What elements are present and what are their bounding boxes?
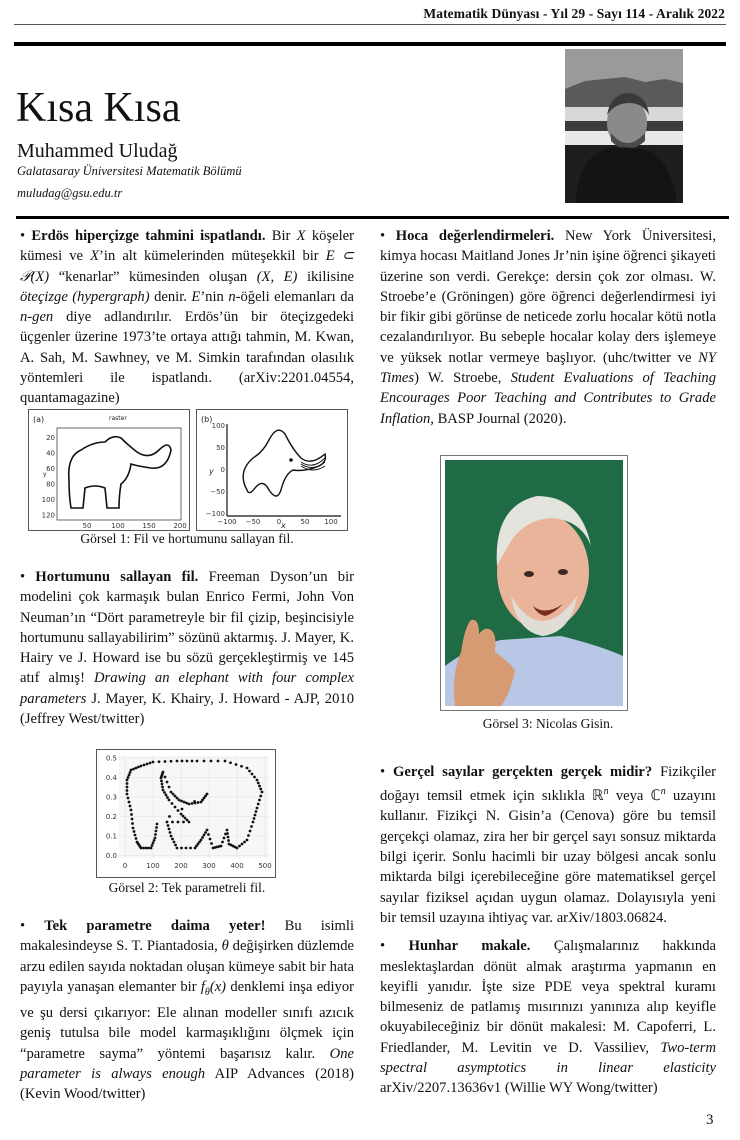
elephant-dot [171, 802, 174, 805]
figure-1b [196, 409, 348, 531]
elephant-dot [152, 761, 155, 764]
elephant-dot [126, 789, 129, 792]
elephant-dot [128, 801, 131, 804]
elephant-dot [186, 760, 189, 763]
elephant-dot [154, 833, 157, 836]
elephant-dot [197, 801, 200, 804]
panel-a-ytick: 80 [46, 480, 55, 489]
elephant-dot [177, 809, 180, 812]
elephant-dot [170, 760, 173, 763]
elephant-dot [155, 826, 158, 829]
elephant-dot [203, 834, 206, 837]
math-superscript: n [660, 786, 666, 798]
elephant-dot [161, 783, 164, 786]
elephant-dot [126, 793, 129, 796]
elephant-outline [69, 437, 171, 508]
bullet: • [20, 918, 26, 934]
panel-b-ytick: −50 [210, 488, 225, 496]
article-hunhar [380, 936, 716, 1098]
elephant-dot [156, 823, 159, 826]
bullet: • [20, 228, 26, 244]
elephant-dot [191, 802, 194, 805]
figure-2-ytick: 0.4 [105, 774, 117, 782]
math: E [191, 288, 201, 305]
elephant-dot [206, 829, 209, 832]
wiggling-elephant-curve [243, 430, 325, 496]
elephant-dot [188, 803, 191, 806]
figure-2-xtick: 300 [202, 862, 216, 870]
elephant-dot [227, 839, 230, 842]
author-name: Muhammed Uludağ [17, 140, 178, 162]
elephant-dot [223, 837, 226, 840]
text: diye adlandırılır. Erdös’ün bir öteçizgedeki üçgenler üzerine 1973’te ortaya attığı tahmin, M. Kwan, A. Sah, M. Sawhney, ve M. Simkin tarafından olasılık yöntemleri ile ispatlandı. (arXiv:2201.04554, quantamagazine) [20, 309, 354, 407]
panel-a-xtick: 50 [82, 522, 92, 530]
elephant-dot [168, 799, 171, 802]
bullet: • [380, 228, 386, 244]
elephant-dot [168, 815, 171, 818]
elephant-dot [169, 831, 172, 834]
elephant-dot [173, 841, 176, 844]
elephant-dot [155, 830, 158, 833]
left-column-3 [20, 916, 354, 1105]
panel-a-xtick: 100 [111, 522, 125, 530]
text: denklemi inşa ediyor ve şu dersi çıkarıyor: Ele alınan modeller sınıfı azıcık geniş tutulsa bile model karmaşıklığını ölçmek için “parametre sayma” yöntemi başarısız kalır. [20, 978, 354, 1062]
panel-b-ytick: 100 [211, 422, 225, 430]
text: Çalışmalarınız hakkında meslektaşlardan dönüt almak araştırma yapmanın en keyifli yanıdır. İşte size PDE veya spektral kuramı bilmeseniz de patlamış mısırınızı yanınıza alıp keyifle okuyabileceğiniz bir dönüt makalesi: M. Capoferri, L. Friedlander, M. Levitin ve D. Vassiliev, [380, 938, 716, 1056]
italic-term: n-gen [20, 309, 54, 326]
elephant-dot [261, 791, 264, 794]
elephant-dot [207, 833, 210, 836]
elephant-dot [134, 834, 137, 837]
text: BASP Journal (2020). [433, 410, 567, 427]
math-superscript: n [603, 786, 609, 798]
elephant-dot [251, 773, 254, 776]
elephant-dot [180, 813, 183, 816]
text: Bu isimli makalesindeyse S. T. Piantadosia, [20, 918, 355, 955]
elephant-dot [161, 786, 164, 789]
elephant-dot [166, 796, 169, 799]
left-column [20, 226, 354, 409]
page-title: Kısa Kısa [16, 85, 181, 131]
elephant-dot [241, 843, 244, 846]
math: (x) [209, 978, 227, 995]
text: veya [608, 788, 651, 805]
figure-2-xtick: 100 [146, 862, 160, 870]
italic-term: öteçizge (hypergraph) [20, 288, 150, 305]
elephant-dot [128, 774, 131, 777]
elephant-dot [212, 847, 215, 850]
elephant-dot [182, 815, 185, 818]
elephant-dot [228, 843, 231, 846]
elephant-dot [153, 839, 156, 842]
elephant-dot [221, 841, 224, 844]
elephant-dot [259, 788, 262, 791]
figure-3 [440, 455, 628, 711]
elephant-dot [209, 838, 212, 841]
paper-title: Drawing an elephant with four complex parameters [20, 670, 354, 707]
elephant-dot [224, 833, 227, 836]
elephant-dot [165, 794, 168, 797]
bullet: • [20, 569, 26, 585]
panel-b-ytick: 50 [216, 444, 225, 452]
elephant-dot [185, 847, 188, 850]
elephant-dot [163, 791, 166, 794]
panel-b-xtick: 100 [324, 518, 338, 526]
panel-b-ytick: 0 [220, 466, 225, 474]
figure-2-xtick: 200 [174, 862, 188, 870]
figure-2-ytick: 0.1 [105, 832, 117, 841]
article-heading: Gerçel sayılar gerçekten gerçek midir? [393, 764, 653, 780]
elephant-dot [184, 817, 187, 820]
elephant-dot [171, 838, 174, 841]
elephant-dot [193, 800, 196, 803]
elephant-dot [150, 847, 153, 850]
elephant-dot [188, 821, 191, 824]
text: -öğeli elemanları da [235, 288, 354, 305]
elephant-dot [249, 830, 252, 833]
panel-a-ytick: 20 [46, 434, 55, 442]
elephant-dot [229, 761, 232, 764]
elephant-dot [196, 760, 199, 763]
elephant-dot [253, 817, 256, 820]
article-gercel [380, 762, 716, 928]
article-hortum [20, 567, 354, 729]
math: n [228, 288, 236, 305]
article-erdos [20, 226, 354, 409]
figure-2-xtick: 500 [258, 862, 272, 870]
figure-1-caption: Görsel 1: Fil ve hortumunu sallayan fil. [80, 531, 294, 546]
elephant-dot [126, 782, 129, 785]
right-column-2 [380, 762, 716, 1099]
elephant-dot [154, 837, 157, 840]
author-affiliation: Galatasaray Üniversitesi Matematik Bölümü [17, 164, 242, 178]
math-subscript: θ [204, 986, 210, 998]
math: (X, E) [256, 268, 298, 285]
article-hoca [380, 226, 716, 429]
elephant-dot [246, 767, 249, 770]
elephant-dot [210, 760, 213, 763]
elephant-dot [182, 821, 185, 824]
elephant-dot [164, 760, 167, 763]
panel-b-label: (b) [201, 415, 213, 424]
gisin-photo [441, 456, 627, 710]
math: ℂ [650, 788, 661, 805]
elephant-dot [177, 821, 180, 824]
elephant-dot [164, 776, 167, 779]
elephant-dot [255, 810, 258, 813]
elephant-dot [180, 847, 183, 850]
figure-2-xtick: 400 [230, 862, 244, 870]
elephant-dot [227, 836, 230, 839]
text: J. Mayer, K. Khairy, J. Howard - AJP, 2010 (Jeffrey West/twitter) [20, 690, 354, 728]
elephant-dot [217, 760, 220, 763]
bullet: • [380, 938, 386, 955]
paper-title: Student Evaluations of Teaching Encourages Poor Teaching and Contributes to Grade Inflation, [380, 370, 716, 427]
elephant-dot [191, 760, 194, 763]
math: f [200, 978, 205, 995]
article-heading: Hortumunu sallayan fil. [35, 569, 199, 585]
math: X [296, 228, 306, 244]
elephant-dot [126, 779, 129, 782]
panel-b-ytick: −100 [205, 510, 225, 518]
paper-title: Two-term spectral asymptotics in linear elasticity [380, 1039, 716, 1077]
math: X [90, 248, 100, 265]
elephant-dot [158, 760, 161, 763]
panel-a-ylabel: y [43, 471, 47, 478]
text: New York Üniversitesi, kimya hocası Maitland Jones Jr’nin işine öğrenci şikayeti üzerine son verdi. Gerekçe: dersin çok zor olması. W. Stroebe’e (Gröningen) göre öğrenci değerlendirmesi iyi bir fikir gibi görünse de neticede zorlu hocalar kötü notla cezalandırılıyor. Bu sebeple hocalar kolay ders işlemeye ve yüksek notlar vermeye başlıyor. (uhc/twitter ve [380, 228, 716, 366]
elephant-dot [174, 844, 177, 847]
paper-title: One parameter is always enough [20, 1045, 354, 1082]
elephant-dot [247, 834, 250, 837]
left-column-2 [20, 567, 354, 729]
panel-a-xtick: 150 [142, 522, 156, 530]
text: değişirken düzlemde arzu edilen sayıda noktadan oluşan kümeye sabit bir hata payıyla yanaşan elemanter bir [20, 938, 354, 995]
elephant-dot [146, 763, 149, 766]
title-top-rule [14, 42, 726, 46]
elephant-dot [204, 831, 207, 834]
article-heading: Erdös hiperçizge tahmini ispatlandı. [31, 228, 266, 244]
elephant-dot [253, 776, 256, 779]
elephant-dot [203, 760, 206, 763]
elephant-dot [235, 763, 238, 766]
elephant-dot [254, 814, 257, 817]
panel-b-xtick: 50 [300, 518, 310, 526]
article-heading: Hunhar makale. [408, 938, 531, 955]
elephant-dot [257, 782, 260, 785]
elephant-dot [226, 829, 229, 832]
elephant-dot [131, 822, 134, 825]
elephant-dot [257, 803, 260, 806]
elephant-dot [210, 842, 213, 845]
article-heading: Tek parametre daima yeter! [44, 918, 266, 934]
elephant-dot [130, 813, 133, 816]
elephant-dot [162, 771, 165, 774]
text: arXiv/2207.13636v1 (Willie WY Wong/twitter) [380, 1080, 658, 1097]
panel-b-xlabel: x [281, 521, 286, 530]
elephant-dot [172, 793, 175, 796]
text: ) W. Stroebe, [414, 370, 511, 387]
text: köşeler kümesi ve [20, 228, 355, 265]
elephant-dot [185, 802, 188, 805]
elephant-dot [168, 828, 171, 831]
panel-a-label: (a) [33, 415, 45, 424]
text: denir. [149, 288, 192, 305]
figure-1a [28, 409, 190, 531]
elephant-dot [166, 781, 169, 784]
text: Freeman Dyson’un bir modelini çok karmaşık bulan Enrico Fermi, John Von Neuman’ın “Dört parametreyle bir fil çizip, beşincisiyle hortumunu sallayabilirim” sözünü aktarmış. J. Mayer, K. Hairy ve J. Howard ise bu sözü gerçekleştirmiş ve 145 atıf almış! [20, 569, 354, 687]
elephant-dot [160, 780, 163, 783]
text: Fizikçiler doğayı temsil etmek için sıklıkla [380, 764, 716, 805]
right-column [380, 226, 716, 429]
elephant-dot [126, 786, 129, 789]
elephant-dot [174, 795, 177, 798]
elephant-dot [135, 837, 138, 840]
bullet: • [380, 764, 386, 780]
elephant-dot [201, 836, 204, 839]
text: ’in alt kümelerinden müteşekkil bir [99, 248, 326, 265]
elephant-dot [248, 770, 251, 773]
article-tek [20, 916, 354, 1105]
elephant-dot [240, 765, 243, 768]
title-bottom-rule [16, 216, 729, 219]
elephant-dot [140, 765, 143, 768]
elephant-dot [181, 760, 184, 763]
text: ’nin [200, 288, 229, 305]
elephant-dot [131, 818, 134, 821]
elephant-dot [224, 760, 227, 763]
elephant-dot [142, 847, 145, 850]
elephant-dot [133, 830, 136, 833]
elephant-dot [250, 825, 253, 828]
panel-a-ytick: 40 [46, 449, 55, 458]
italic-term: NY Times [380, 349, 716, 387]
author-photo [565, 49, 683, 203]
figure-2-xtick: 0 [122, 862, 128, 870]
text: uzayını kullanır. Fizikçi N. Gisin’a (Cenova) göre bu temsil gerçekçi olamaz, zira her bir gerçel sayı sonsuz miktarda bilgi içerir. Sonlu hacimli bir uzay bölgesi ancak sonlu miktarda bilgi içerebileceğine göre matematiksel gerçel sayılar fiziksel açıdan uygun olamaz. Dolayısıyla yeni bir temsil uzayına ihtiyaç var. arXiv/1803.06824. [380, 788, 716, 926]
elephant-dot [180, 800, 183, 803]
text: Bir [265, 228, 297, 244]
elephant-dot [243, 841, 246, 844]
figure-2-ytick: 0.0 [105, 852, 117, 860]
panel-b-ylabel: y [209, 467, 214, 476]
elephant-dot [252, 821, 255, 824]
text: ikilisine [297, 268, 354, 285]
article-heading: Hoca değerlendirmeleri. [395, 228, 555, 244]
running-head: Matematik Dünyası - Yıl 29 - Sayı 114 - Aralık 2022 [423, 6, 725, 21]
elephant-dot [145, 847, 148, 850]
elephant-dot [132, 768, 135, 771]
figure-3-caption: Görsel 3: Nicolas Gisin. [482, 716, 614, 731]
elephant-dot [147, 847, 150, 850]
panel-a-ytick: 100 [41, 496, 55, 504]
panel-b-xtick: −50 [245, 518, 261, 526]
elephant-dot [183, 801, 186, 804]
math: E ⊂ 𝒫(X) [20, 248, 354, 285]
panel-b-xtick: 0 [276, 518, 282, 526]
elephant-dot [256, 779, 259, 782]
figure-2-ytick: 0.5 [105, 754, 117, 763]
elephant-dot [186, 819, 189, 822]
elephant-dot [170, 835, 173, 838]
elephant-dot [127, 797, 130, 800]
page-number: 3 [706, 1112, 714, 1128]
elephant-dot [246, 839, 249, 842]
elephant-dot [137, 766, 140, 769]
elephant-dot [256, 807, 259, 810]
elephant-dot [152, 842, 155, 845]
elephant-dot [189, 847, 192, 850]
elephant-dot [176, 847, 179, 850]
figure-2-caption: Görsel 2: Tek parametreli fil. [108, 880, 266, 895]
elephant-dot [129, 771, 132, 774]
header-rule [14, 24, 726, 25]
elephant-dot [129, 805, 132, 808]
author-email: muludag@gsu.edu.tr [17, 186, 123, 200]
elephant-dot [181, 808, 184, 811]
elephant-dot [130, 769, 133, 772]
elephant-dot [162, 789, 165, 792]
elephant-dot [174, 806, 177, 809]
panel-b-xtick: −100 [217, 518, 237, 526]
panel-a-ytick: 60 [46, 465, 55, 473]
figure-2-ytick: 0.2 [105, 813, 117, 821]
panel-a-xtick: 200 [173, 522, 187, 530]
panel-a-title: raster [109, 415, 127, 422]
elephant-dot [132, 827, 135, 830]
math: θ [221, 938, 229, 955]
elephant-dot [176, 760, 179, 763]
elephant-dot [258, 785, 261, 788]
elephant-dot [176, 797, 179, 800]
elephant-dot [130, 809, 133, 812]
elephant-dot [168, 786, 171, 789]
elephant-dot [178, 799, 181, 802]
text: AIP Advances (2018) (Kevin Wood/twitter) [20, 1065, 354, 1103]
elephant-dot [151, 844, 154, 847]
math: ℝ [592, 788, 604, 805]
elephant-dot [238, 845, 241, 848]
elephant-dot [149, 762, 152, 765]
elephant-dot [206, 793, 209, 796]
elephant-dot [170, 791, 173, 794]
elephant-dot [167, 824, 170, 827]
text: “kenarlar” kümesinden oluşan [49, 268, 257, 285]
figure-2 [96, 749, 276, 878]
elephant-dot [143, 764, 146, 767]
panel-a-ytick: 120 [41, 511, 55, 520]
elephant-dot [258, 799, 261, 802]
elephant-dot [166, 821, 169, 824]
elephant-dot [136, 841, 139, 844]
figure-2-ytick: 0.3 [105, 793, 117, 802]
elephant-dot [127, 776, 130, 779]
elephant-dot [171, 821, 174, 824]
elephant-dot [135, 767, 138, 770]
elephant-dot [194, 847, 197, 850]
elephant-dot [259, 795, 262, 798]
